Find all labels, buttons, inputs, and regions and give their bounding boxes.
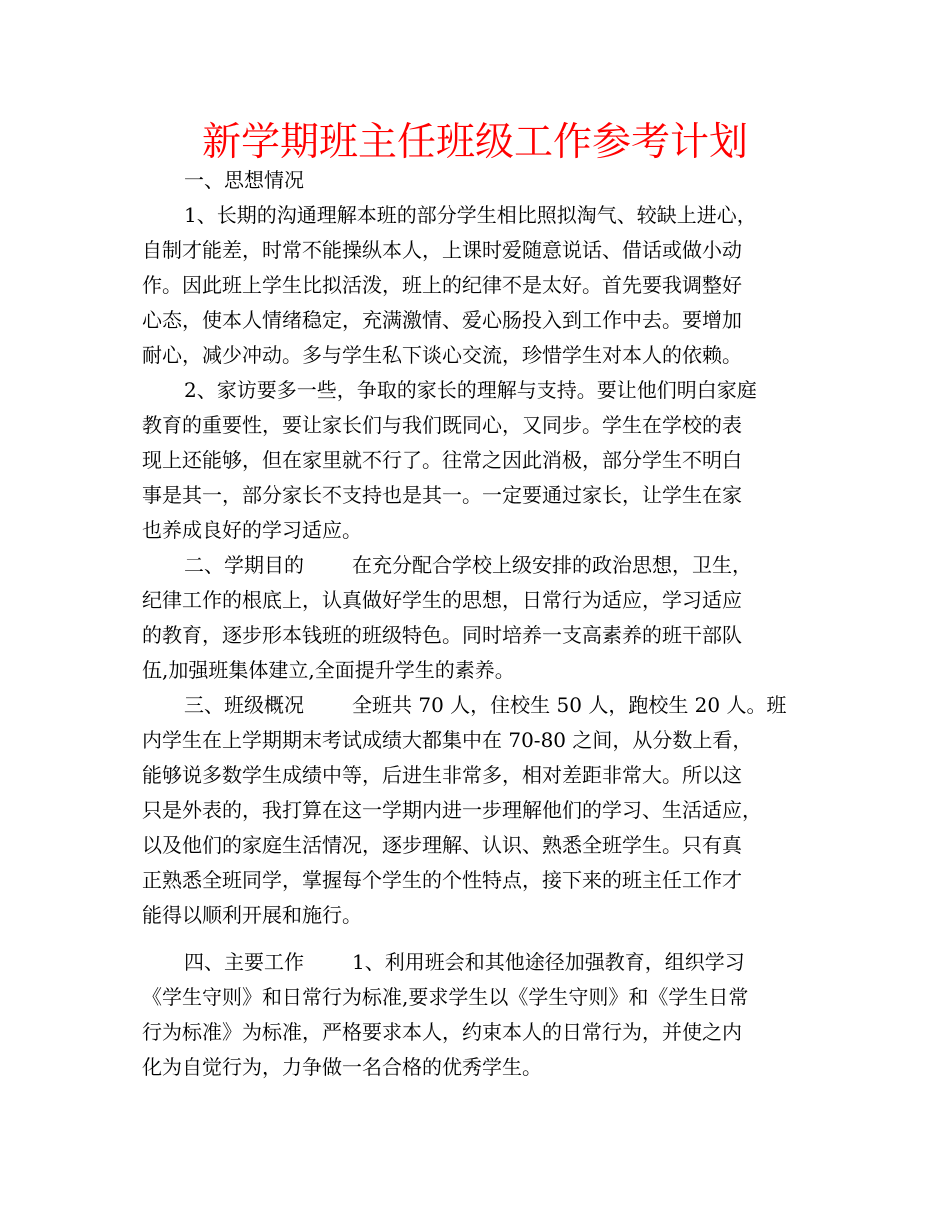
paragraph-line: 行为标准》为标准，严格要求本人，约束本人的日常行为，并使之内	[142, 1020, 742, 1044]
section-line-main-work	[142, 945, 818, 980]
paragraph-line: 化为自觉行为，力争做一名合格的优秀学生。	[142, 1055, 542, 1079]
section-heading-thoughts: 一、思想情况	[184, 168, 304, 192]
paragraph-line: 耐心，减少冲动。多与学生私下谈心交流，珍惜学生对本人的依赖。	[142, 343, 742, 367]
paragraph-line: 2、家访要多一些，争取的家长的理解与支持。要让他们明白家庭	[184, 378, 757, 402]
section-line-goals	[142, 548, 818, 583]
paragraph-line: 纪律工作的根底上，认真做好学生的思想，日常行为适应，学习适应	[142, 588, 742, 612]
document-body	[142, 163, 818, 1085]
paragraph-line: 自制才能差，时常不能操纵本人，上课时爱随意说话、借话或做小动	[142, 238, 742, 262]
paragraph-line: 能得以顺利开展和施行。	[142, 903, 362, 927]
section-goals-text: 在充分配合学校上级安排的政治思想，卫生，	[352, 553, 752, 577]
section-heading-overview: 三、班级概况	[184, 693, 304, 717]
section-line-overview	[142, 688, 818, 723]
paragraph-line: 能够说多数学生成绩中等，后进生非常多，相对差距非常大。所以这	[142, 763, 742, 787]
paragraph-line: 现上还能够，但在家里就不行了。往常之因此消极，部分学生不明白	[142, 448, 742, 472]
paragraph-line: 1、长期的沟通理解本班的部分学生相比照拟淘气、较缺上进心，	[184, 203, 757, 227]
section-main-work-text: 1、利用班会和其他途径加强教育，组织学习	[352, 950, 745, 974]
section-heading-main-work: 四、主要工作	[184, 950, 304, 974]
paragraph-line: 伍,加强班集体建立,全面提升学生的素养。	[142, 658, 515, 682]
paragraph-line: 事是其一，部分家长不支持也是其一。一定要通过家长，让学生在家	[142, 483, 742, 507]
section-heading-goals: 二、学期目的	[184, 553, 304, 577]
paragraph-line: 《学生守则》和日常行为标准,要求学生以《学生守则》和《学生日常	[142, 985, 749, 1009]
paragraph-line: 教育的重要性，要让家长们与我们既同心，又同步。学生在学校的表	[142, 413, 742, 437]
paragraph-line: 也养成良好的学习适应。	[142, 518, 362, 542]
paragraph-line: 内学生在上学期期末考试成绩大都集中在 70-80 之间，从分数上看，	[142, 728, 753, 752]
document-title: 新学期班主任班级工作参考计划	[201, 120, 748, 165]
paragraph-line: 的教育，逐步形本钱班的班级特色。同时培养一支高素养的班干部队	[142, 623, 742, 647]
section-overview-text: 全班共 70 人，住校生 50 人，跑校生 20 人。班	[352, 693, 787, 717]
paragraph-line: 正熟悉全班同学，掌握每个学生的个性特点，接下来的班主任工作才	[142, 868, 742, 892]
paragraph-line: 心态，使本人情绪稳定，充满激情、爱心肠投入到工作中去。要增加	[142, 308, 742, 332]
paragraph-line: 只是外表的，我打算在这一学期内进一步理解他们的学习、生活适应，	[142, 798, 762, 822]
paragraph-line: 作。因此班上学生比拟活泼，班上的纪律不是太好。首先要我调整好	[142, 273, 742, 297]
paragraph-line: 以及他们的家庭生活情况，逐步理解、认识、熟悉全班学生。只有真	[142, 833, 742, 857]
